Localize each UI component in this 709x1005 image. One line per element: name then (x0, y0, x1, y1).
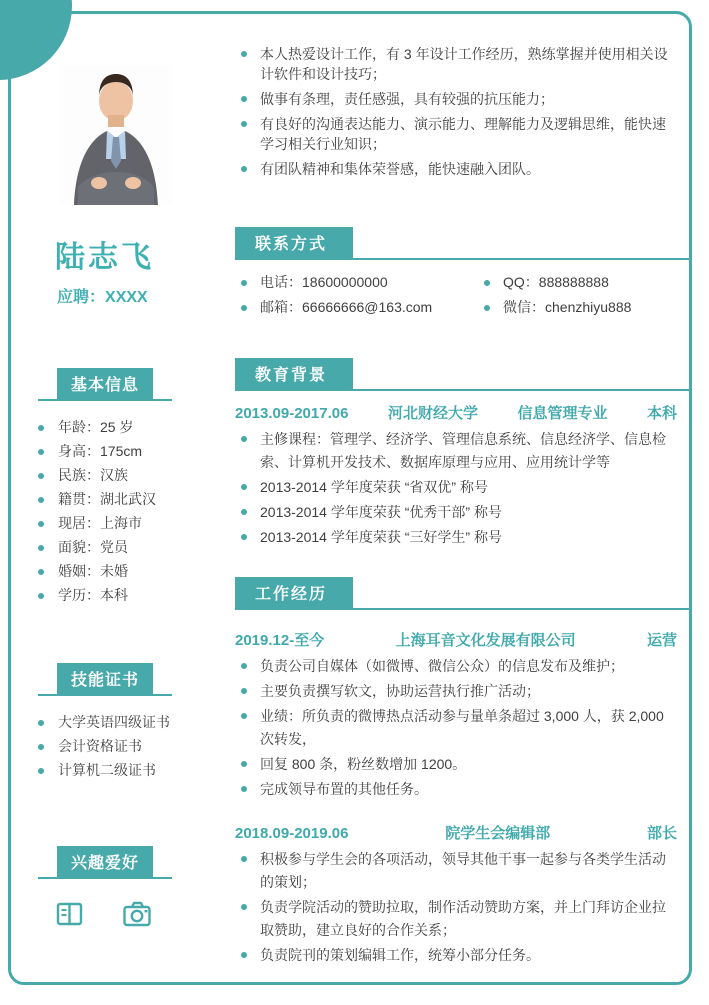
bullet-text: 负责院刊的策划编辑工作，统筹小部分任务。 (260, 947, 540, 963)
summary-list (235, 44, 692, 179)
list-item (35, 467, 215, 484)
summary-text: 本人热爱设计工作，有 3 年设计工作经历，熟练掌握并使用相关设计软件和设计技巧； (260, 46, 668, 82)
section-header-skills (38, 663, 172, 696)
info-label: 籍贯： (58, 491, 100, 507)
job-bullets (235, 655, 692, 801)
basic-info-list (35, 419, 215, 604)
job-period: 2019.12-至今 (235, 632, 325, 649)
hobby-icons (56, 901, 215, 927)
list-item (235, 114, 692, 154)
contact-item (235, 270, 478, 295)
info-label: 民族： (58, 467, 100, 483)
bullet-dot (241, 856, 247, 862)
info-value: 未婚 (100, 563, 128, 579)
section-title: 联系方式 (235, 227, 353, 258)
section-title: 教育背景 (235, 358, 353, 389)
summary-text: 有团队精神和集体荣誉感，能快速融入团队。 (260, 161, 540, 177)
bullet-text: 负责学院活动的赞助拉取，制作活动赞助方案，并上门拜访企业拉取赞助，建立良好的合作关系； (260, 899, 666, 938)
job-role: 运营 (646, 632, 677, 649)
bullet-dot (241, 952, 247, 958)
section-title: 基本信息 (57, 368, 153, 399)
camera-icon (123, 901, 151, 927)
list-item (235, 680, 692, 703)
contact-label: 电话： (260, 274, 302, 290)
section-header-work (235, 577, 692, 610)
bullet-dot (241, 166, 247, 172)
info-value: 本科 (100, 587, 128, 603)
info-value: 湖北武汉 (100, 491, 156, 507)
bullet-dot (484, 280, 490, 286)
info-label: 学历： (58, 587, 100, 603)
info-value: 25 岁 (100, 419, 134, 435)
list-item (35, 539, 215, 556)
skill-text: 大学英语四级证书 (58, 714, 170, 730)
info-label: 婚姻： (58, 563, 100, 579)
list-item (35, 587, 215, 604)
job-period: 2018.09-2019.06 (235, 825, 349, 842)
profile-photo (60, 65, 172, 205)
contact-label: QQ： (503, 274, 539, 290)
list-item (235, 753, 692, 776)
info-value: 汉族 (100, 467, 128, 483)
info-value: 党员 (100, 539, 128, 555)
skills-list (35, 714, 215, 779)
bullet-dot (38, 521, 44, 527)
list-item (235, 848, 692, 894)
contact-grid (235, 270, 692, 320)
bullet-text: 完成领导布置的其他任务。 (260, 781, 428, 797)
bullet-dot (241, 904, 247, 910)
contact-value: 888888888 (538, 274, 609, 290)
bullet-dot (241, 509, 247, 515)
bullet-dot (241, 663, 247, 669)
apply-label: 应聘： (57, 289, 106, 306)
section-header-hobbies (38, 846, 172, 879)
bullet-dot (38, 425, 44, 431)
bullet-text: 2013-2014 学年度荣获 “优秀干部” 称号 (260, 504, 502, 520)
contact-item (478, 270, 692, 295)
list-item (235, 476, 692, 499)
skill-text: 计算机二级证书 (58, 762, 156, 778)
contact-value: 66666666@163.com (302, 299, 433, 315)
list-item (35, 563, 215, 580)
bullet-dot (241, 305, 247, 311)
list-item (35, 443, 215, 460)
list-item (35, 714, 215, 731)
info-label: 面貌： (58, 539, 100, 555)
list-item (235, 896, 692, 942)
education-bullets (235, 428, 692, 549)
list-item (235, 655, 692, 678)
bullet-dot (241, 121, 247, 127)
list-item (235, 944, 692, 967)
summary-text: 做事有条理，责任感强，具有较强的抗压能力； (260, 91, 554, 107)
info-label: 现居： (58, 515, 100, 531)
list-item (235, 44, 692, 84)
job-company: 上海耳音文化发展有限公司 (395, 632, 576, 649)
skill-text: 会计资格证书 (58, 738, 142, 754)
businessman-portrait-illustration (60, 65, 172, 205)
list-item (235, 501, 692, 524)
bullet-dot (241, 280, 247, 286)
bullet-dot (38, 449, 44, 455)
section-header-basic-info (38, 368, 172, 401)
education-school: 河北财经大学 (387, 405, 478, 422)
section-title: 技能证书 (57, 663, 153, 694)
apply-position (57, 287, 215, 309)
bullet-dot (38, 768, 44, 774)
bullet-text: 回复 800 条，粉丝数增加 1200。 (260, 756, 467, 772)
apply-value: XXXX (105, 289, 148, 306)
list-item (235, 159, 692, 179)
bullet-text: 积极参与学生会的各项活动，领导其他干事一起参与各类学生活动的策划； (260, 851, 666, 890)
candidate-name: 陆志飞 (55, 241, 154, 274)
bullet-dot (38, 497, 44, 503)
main-column (235, 11, 692, 969)
list-item (35, 491, 215, 508)
bullet-dot (241, 51, 247, 57)
education-major: 信息管理专业 (517, 405, 608, 422)
list-item (235, 705, 692, 751)
section-header-contact (235, 227, 692, 260)
bullet-dot (241, 688, 247, 694)
bullet-text: 2013-2014 学年度荣获 “三好学生” 称号 (260, 529, 502, 545)
bullet-text: 业绩：所负责的微博热点活动参与量单条超过 3,000 人，获 2,000 次转发， (260, 708, 664, 747)
book-icon (56, 901, 83, 927)
bullet-dot (38, 593, 44, 599)
section-header-education (235, 358, 692, 391)
job-heading (235, 823, 692, 844)
contact-value: chenzhiyu888 (545, 299, 632, 315)
bullet-text: 主要负责撰写软文，协助运营执行推广活动； (260, 683, 540, 699)
info-label: 身高： (58, 443, 100, 459)
bullet-text: 主修课程：管理学、经济学、管理信息系统、信息经济学、信息检索、计算机开发技术、数据库原理与应用、应用统计学等 (260, 431, 666, 470)
bullet-dot (38, 720, 44, 726)
job-bullets (235, 848, 692, 967)
list-item (35, 419, 215, 436)
info-value: 175cm (100, 443, 143, 459)
contact-item (478, 295, 692, 320)
list-item (35, 738, 215, 755)
job-role: 部长 (646, 825, 677, 842)
bullet-dot (241, 96, 247, 102)
list-item (235, 778, 692, 801)
summary-text: 有良好的沟通表达能力、演示能力、理解能力及逻辑思维，能快速学习相关行业知识； (260, 116, 666, 152)
list-item (235, 526, 692, 549)
info-label: 年龄： (58, 419, 100, 435)
education-heading (235, 403, 692, 424)
list-item (35, 762, 215, 779)
section-title: 兴趣爱好 (57, 846, 153, 877)
education-degree: 本科 (646, 405, 677, 422)
bullet-dot (38, 744, 44, 750)
contact-label: 微信： (503, 299, 545, 315)
resume-page (8, 11, 692, 969)
list-item (235, 89, 692, 109)
bullet-dot (241, 484, 247, 490)
bullet-dot (241, 436, 247, 442)
bullet-text: 负责公司自媒体（如微博、微信公众）的信息发布及维护； (260, 658, 624, 674)
education-period: 2013.09-2017.06 (235, 405, 349, 422)
bullet-dot (241, 713, 247, 719)
bullet-dot (484, 305, 490, 311)
contact-label: 邮箱： (260, 299, 302, 315)
list-item (35, 515, 215, 532)
sidebar (35, 11, 215, 969)
job-heading (235, 630, 692, 651)
contact-item (235, 295, 478, 320)
bullet-dot (38, 473, 44, 479)
contact-value: 18600000000 (302, 274, 388, 290)
section-title: 工作经历 (235, 577, 353, 608)
info-value: 上海市 (100, 515, 142, 531)
bullet-dot (241, 761, 247, 767)
bullet-dot (241, 534, 247, 540)
job-company: 院学生会编辑部 (445, 825, 551, 842)
bullet-text: 2013-2014 学年度荣获 “省双优” 称号 (260, 479, 488, 495)
list-item (235, 428, 692, 474)
bullet-dot (38, 545, 44, 551)
bullet-dot (241, 786, 247, 792)
bullet-dot (38, 569, 44, 575)
